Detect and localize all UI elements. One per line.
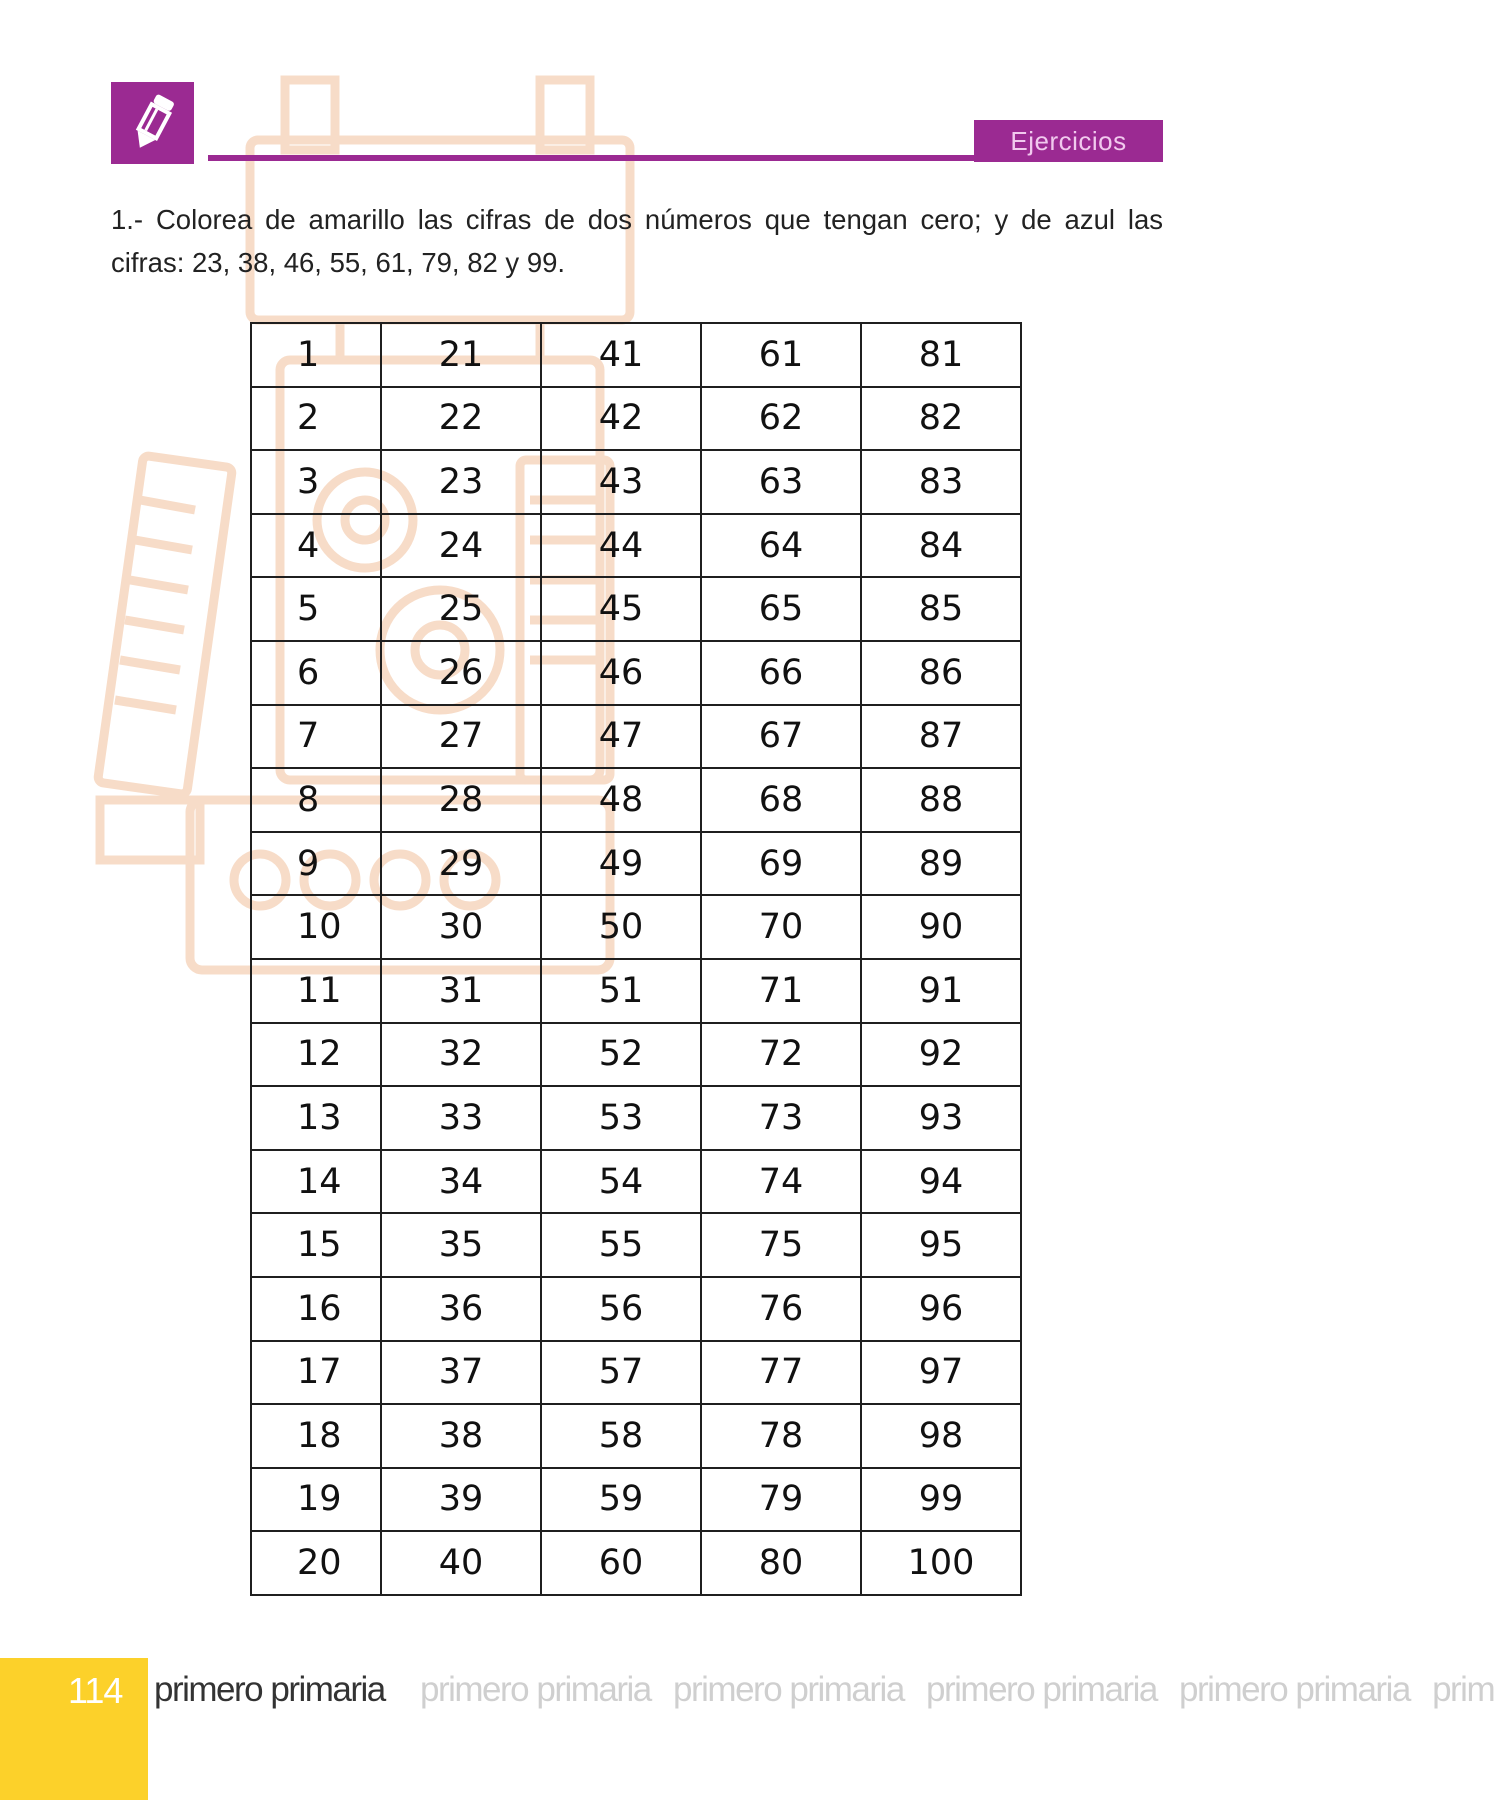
number-cell: 90 (861, 895, 1021, 959)
number-cell: 28 (381, 768, 541, 832)
number-cell: 18 (251, 1404, 381, 1468)
number-cell: 93 (861, 1086, 1021, 1150)
table-row (251, 1086, 1021, 1150)
table-row (251, 577, 1021, 641)
table-row (251, 959, 1021, 1023)
table-row (251, 514, 1021, 578)
table-row (251, 895, 1021, 959)
number-cell: 65 (701, 577, 861, 641)
table-row (251, 387, 1021, 451)
number-cell: 33 (381, 1086, 541, 1150)
number-cell: 35 (381, 1213, 541, 1277)
number-cell: 79 (701, 1468, 861, 1532)
table-row (251, 641, 1021, 705)
pencil-icon (127, 93, 179, 153)
number-cell: 68 (701, 768, 861, 832)
number-cell: 69 (701, 832, 861, 896)
number-cell: 73 (701, 1086, 861, 1150)
number-cell: 74 (701, 1150, 861, 1214)
number-cell: 46 (541, 641, 701, 705)
number-cell: 81 (861, 323, 1021, 387)
table-row (251, 1277, 1021, 1341)
number-cell: 13 (251, 1086, 381, 1150)
table-row (251, 1150, 1021, 1214)
number-cell: 5 (251, 577, 381, 641)
number-cell: 85 (861, 577, 1021, 641)
number-cell: 17 (251, 1341, 381, 1405)
number-cell: 63 (701, 450, 861, 514)
number-cell: 16 (251, 1277, 381, 1341)
number-cell: 61 (701, 323, 861, 387)
number-cell: 41 (541, 323, 701, 387)
table-row (251, 1404, 1021, 1468)
number-cell: 19 (251, 1468, 381, 1532)
running-repeat-item: primero primaria (1179, 1670, 1410, 1709)
number-cell: 86 (861, 641, 1021, 705)
number-cell: 96 (861, 1277, 1021, 1341)
number-cell: 91 (861, 959, 1021, 1023)
number-cell: 9 (251, 832, 381, 896)
number-cell: 92 (861, 1023, 1021, 1087)
number-cell: 77 (701, 1341, 861, 1405)
number-cell: 45 (541, 577, 701, 641)
table-row (251, 1023, 1021, 1087)
number-cell: 27 (381, 705, 541, 769)
number-cell: 11 (251, 959, 381, 1023)
number-cell: 14 (251, 1150, 381, 1214)
table-row (251, 705, 1021, 769)
number-cell: 62 (701, 387, 861, 451)
number-cell: 12 (251, 1023, 381, 1087)
number-cell: 75 (701, 1213, 861, 1277)
number-cell: 54 (541, 1150, 701, 1214)
number-cell: 40 (381, 1531, 541, 1595)
number-cell: 30 (381, 895, 541, 959)
number-cell: 1 (251, 323, 381, 387)
number-cell: 67 (701, 705, 861, 769)
number-cell: 98 (861, 1404, 1021, 1468)
number-cell: 34 (381, 1150, 541, 1214)
section-tab: Ejercicios (974, 120, 1163, 162)
table-row (251, 1341, 1021, 1405)
number-cell: 2 (251, 387, 381, 451)
number-cell: 42 (541, 387, 701, 451)
number-cell: 36 (381, 1277, 541, 1341)
number-cell: 8 (251, 768, 381, 832)
number-cell: 10 (251, 895, 381, 959)
number-cell: 21 (381, 323, 541, 387)
number-cell: 4 (251, 514, 381, 578)
number-cell: 25 (381, 577, 541, 641)
running-title: primero primaria (154, 1670, 385, 1709)
number-cell: 3 (251, 450, 381, 514)
number-cell: 51 (541, 959, 701, 1023)
number-cell: 80 (701, 1531, 861, 1595)
exercise-instruction: 1.- Colorea de amarillo las cifras de dos números que tengan cero; y de azul las cifras: 23, 38, 46, 55, 61, 79, 82 y 99. (111, 204, 1163, 278)
number-cell: 31 (381, 959, 541, 1023)
pencil-icon-box (111, 82, 194, 164)
table-row (251, 323, 1021, 387)
number-cell: 22 (381, 387, 541, 451)
number-cell: 64 (701, 514, 861, 578)
number-cell: 76 (701, 1277, 861, 1341)
number-cell: 56 (541, 1277, 701, 1341)
number-cell: 6 (251, 641, 381, 705)
number-cell: 53 (541, 1086, 701, 1150)
number-cell: 37 (381, 1341, 541, 1405)
number-cell: 95 (861, 1213, 1021, 1277)
number-cell: 23 (381, 450, 541, 514)
running-repeat-item: prim (1432, 1670, 1495, 1709)
running-repeat-item: primero primaria (673, 1670, 904, 1709)
table-row (251, 450, 1021, 514)
number-cell: 29 (381, 832, 541, 896)
number-cell: 70 (701, 895, 861, 959)
number-cell: 48 (541, 768, 701, 832)
number-cell: 89 (861, 832, 1021, 896)
table-row (251, 1468, 1021, 1532)
page-number: 114 (68, 1670, 123, 1711)
number-cell: 26 (381, 641, 541, 705)
number-cell: 82 (861, 387, 1021, 451)
table-row (251, 768, 1021, 832)
number-cell: 57 (541, 1341, 701, 1405)
number-cell: 55 (541, 1213, 701, 1277)
number-cell: 100 (861, 1531, 1021, 1595)
number-cell: 39 (381, 1468, 541, 1532)
number-cell: 84 (861, 514, 1021, 578)
number-cell: 50 (541, 895, 701, 959)
number-cell: 49 (541, 832, 701, 896)
number-cell: 66 (701, 641, 861, 705)
number-cell: 78 (701, 1404, 861, 1468)
number-cell: 38 (381, 1404, 541, 1468)
number-cell: 94 (861, 1150, 1021, 1214)
number-cell: 87 (861, 705, 1021, 769)
number-cell: 60 (541, 1531, 701, 1595)
number-cell: 52 (541, 1023, 701, 1087)
table-row (251, 832, 1021, 896)
number-cell: 59 (541, 1468, 701, 1532)
running-repeat-item: primero primaria (926, 1670, 1157, 1709)
running-repeat-item: primero primaria (420, 1670, 651, 1709)
number-table (250, 322, 1022, 1596)
number-cell: 58 (541, 1404, 701, 1468)
number-cell: 72 (701, 1023, 861, 1087)
running-title-repeat (420, 1670, 1495, 1710)
number-cell: 97 (861, 1341, 1021, 1405)
number-cell: 88 (861, 768, 1021, 832)
number-cell: 7 (251, 705, 381, 769)
number-cell: 83 (861, 450, 1021, 514)
number-cell: 43 (541, 450, 701, 514)
number-cell: 24 (381, 514, 541, 578)
number-cell: 47 (541, 705, 701, 769)
number-cell: 20 (251, 1531, 381, 1595)
number-cell: 71 (701, 959, 861, 1023)
table-row (251, 1531, 1021, 1595)
number-cell: 15 (251, 1213, 381, 1277)
number-cell: 44 (541, 514, 701, 578)
number-cell: 32 (381, 1023, 541, 1087)
table-row (251, 1213, 1021, 1277)
number-cell: 99 (861, 1468, 1021, 1532)
